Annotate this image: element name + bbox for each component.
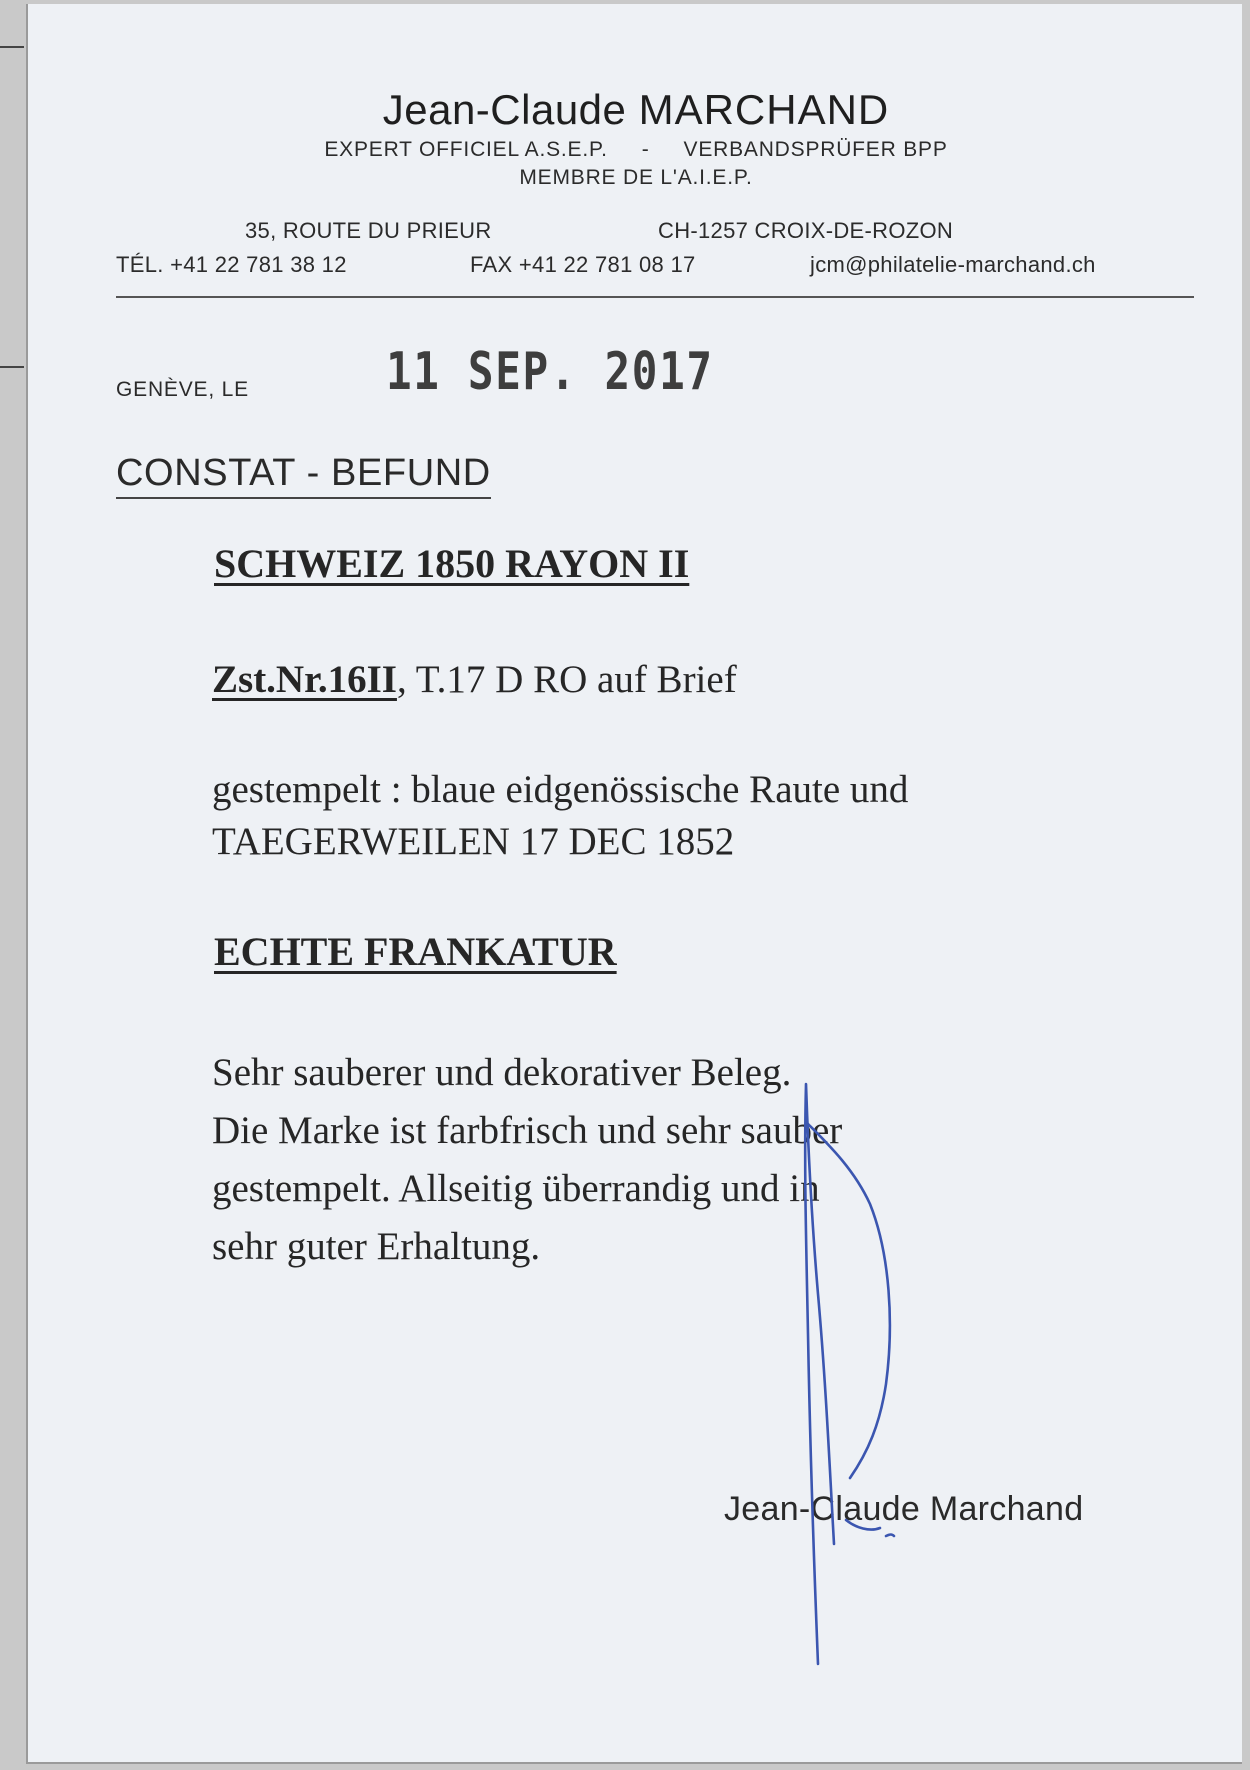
cancellation-line-1: gestempelt : blaue eidgenössische Raute und — [212, 768, 909, 811]
description-text — [212, 1044, 842, 1276]
margin-tick-top — [0, 46, 24, 48]
credential-separator: - — [641, 138, 650, 161]
description-line-4: sehr guter Erhaltung. — [212, 1225, 541, 1268]
credential-asep: EXPERT OFFICIEL A.S.E.P. — [324, 138, 608, 161]
document-title: CONSTAT - BEFUND — [116, 452, 491, 499]
signatory-name: Jean-Claude Marchand — [724, 1490, 1084, 1528]
fax-number: FAX +41 22 781 08 17 — [470, 252, 696, 277]
verdict-heading: ECHTE FRANKATUR — [214, 929, 617, 974]
email-address: jcm@philatelie-marchand.ch — [810, 252, 1096, 277]
credential-bpp: VERBANDSPRÜFER BPP — [683, 138, 948, 161]
letterhead — [28, 86, 1244, 190]
description-line-3: gestempelt. Allseitig überrandig und in — [212, 1167, 820, 1210]
margin-tick-bottom — [0, 366, 24, 368]
address-street: 35, ROUTE DU PRIEUR — [245, 218, 492, 243]
catalog-details: , T.17 D RO auf Brief — [396, 658, 737, 701]
place-label: GENÈVE, LE — [116, 378, 249, 401]
certificate-sheet — [26, 4, 1242, 1764]
credentials-line — [28, 138, 1244, 162]
description-line-1: Sehr sauberer und dekorativer Beleg. — [212, 1051, 792, 1094]
cancellation-text — [212, 764, 908, 868]
cancellation-line-2: TAEGERWEILEN 17 DEC 1852 — [212, 820, 735, 863]
phone-number: TÉL. +41 22 781 38 12 — [116, 252, 347, 277]
catalog-number: Zst.Nr.16II — [212, 658, 397, 701]
expert-first-name: Jean-Claude — [382, 86, 627, 133]
membership-line: MEMBRE DE L'A.I.E.P. — [519, 166, 753, 189]
description-line-2: Die Marke ist farbfrisch und sehr sauber — [212, 1109, 843, 1152]
expert-name — [28, 86, 1244, 134]
catalog-line — [212, 654, 737, 706]
stamp-heading: SCHWEIZ 1850 RAYON II — [214, 541, 690, 586]
header-divider — [116, 296, 1194, 298]
address-city: CH-1257 CROIX-DE-ROZON — [658, 218, 954, 243]
date-stamp: 11 SEP. 2017 — [386, 342, 714, 402]
expert-surname: MARCHAND — [638, 86, 890, 133]
